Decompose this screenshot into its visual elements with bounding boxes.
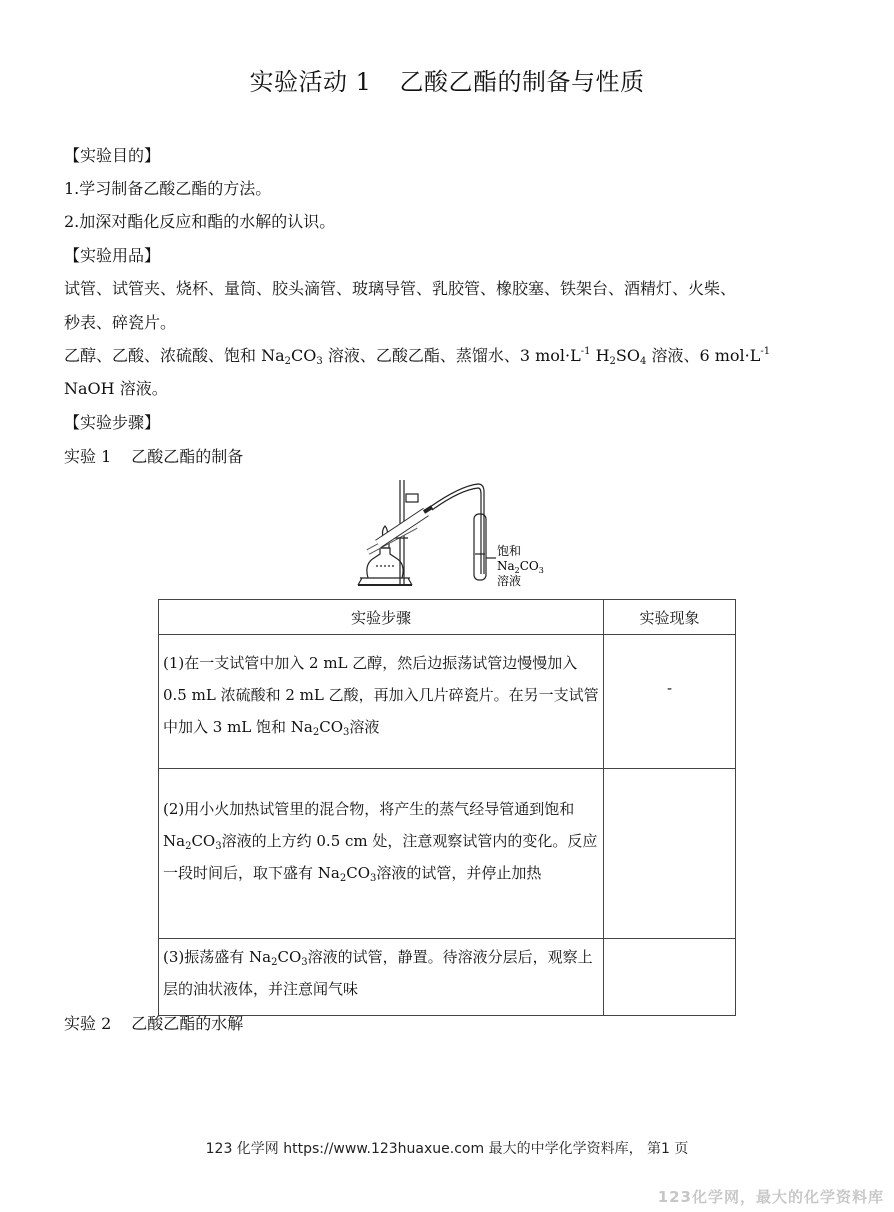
header-steps: 实验步骤 [159, 600, 604, 635]
equipment-line-1: 试管、试管夹、烧杯、量筒、胶头滴管、玻璃导管、乳胶管、橡胶塞、铁架台、酒精灯、火柴、 [64, 279, 737, 298]
step-cell-3: (3)振荡盛有 $Na_2CO_3$溶液的试管，静置。待溶液分层后，观察上 层的油状液体，并注意闻气味 [159, 939, 604, 1016]
figure-label-solution: 溶液 [497, 574, 522, 588]
step-cell-1: (1)在一支试管中加入 2 mL 乙醇，然后边振荡试管边慢慢加入 0.5 mL 浓硫酸和 2 mL 乙酸，再加入几片碎瓷片。在另一支试管 中加入 3 mL 饱和 $Na_2CO_3$溶液 [159, 635, 604, 769]
table-row [159, 939, 736, 1016]
observation-cell-3 [604, 939, 736, 1016]
table-row [159, 635, 736, 769]
observation-cell-1: - [604, 635, 736, 769]
experiment-steps-table [158, 599, 736, 1016]
experiment-2-heading: 实验 2 乙酸乙酯的水解 [64, 1014, 244, 1033]
equipment-line-2: 秒表、碎瓷片。 [64, 313, 177, 332]
purpose-heading: 【实验目的】 [64, 146, 161, 165]
step-cell-2: (2)用小火加热试管里的混合物，将产生的蒸气经导管通到饱和 $Na_2CO_3$溶液的上方约 0.5 cm 处，注意观察试管内的变化。反应 一段时间后，取下盛有 $Na_2CO_3$溶液的试管，并停止加热 [159, 769, 604, 939]
materials-heading: 【实验用品】 [64, 246, 161, 265]
apparatus-diagram [350, 474, 560, 592]
observation-cell-2 [604, 769, 736, 939]
watermark: 123化学网，最大的化学资料库 [657, 1188, 884, 1206]
steps-heading: 【实验步骤】 [64, 413, 161, 432]
purpose-item-1: 1.学习制备乙酸乙酯的方法。 [64, 179, 272, 198]
experiment-1-heading: 实验 1 乙酸乙酯的制备 [64, 447, 244, 466]
title-activity-number: 实验活动 1 [249, 68, 372, 96]
page-title [0, 62, 894, 97]
reagents-line-1: 乙醇、乙酸、浓硫酸、饱和 $Na_2CO_3$ 溶液、乙酸乙酯、蒸馏水、3 $mol\cdot L^{-1}$ $H_2SO_4$ 溶液、6 $mol\cdot L^{-1}$ [64, 346, 771, 367]
purpose-item-2: 2.加深对酯化反应和酯的水解的认识。 [64, 212, 336, 231]
page-footer: 123 化学网 https://www.123huaxue.com 最大的中学化学资料库， 第1 页 [205, 1141, 689, 1157]
title-activity-name: 乙酸乙酯的制备与性质 [399, 68, 645, 96]
reagents-line-2: NaOH 溶液。 [64, 379, 168, 398]
table-header-row [159, 600, 736, 635]
table-row [159, 769, 736, 939]
figure-label-formula: $Na_2CO_3$ [497, 559, 544, 575]
header-observations: 实验现象 [604, 600, 736, 635]
apparatus-figure [350, 474, 560, 596]
figure-label-saturated: 饱和 [497, 544, 522, 558]
